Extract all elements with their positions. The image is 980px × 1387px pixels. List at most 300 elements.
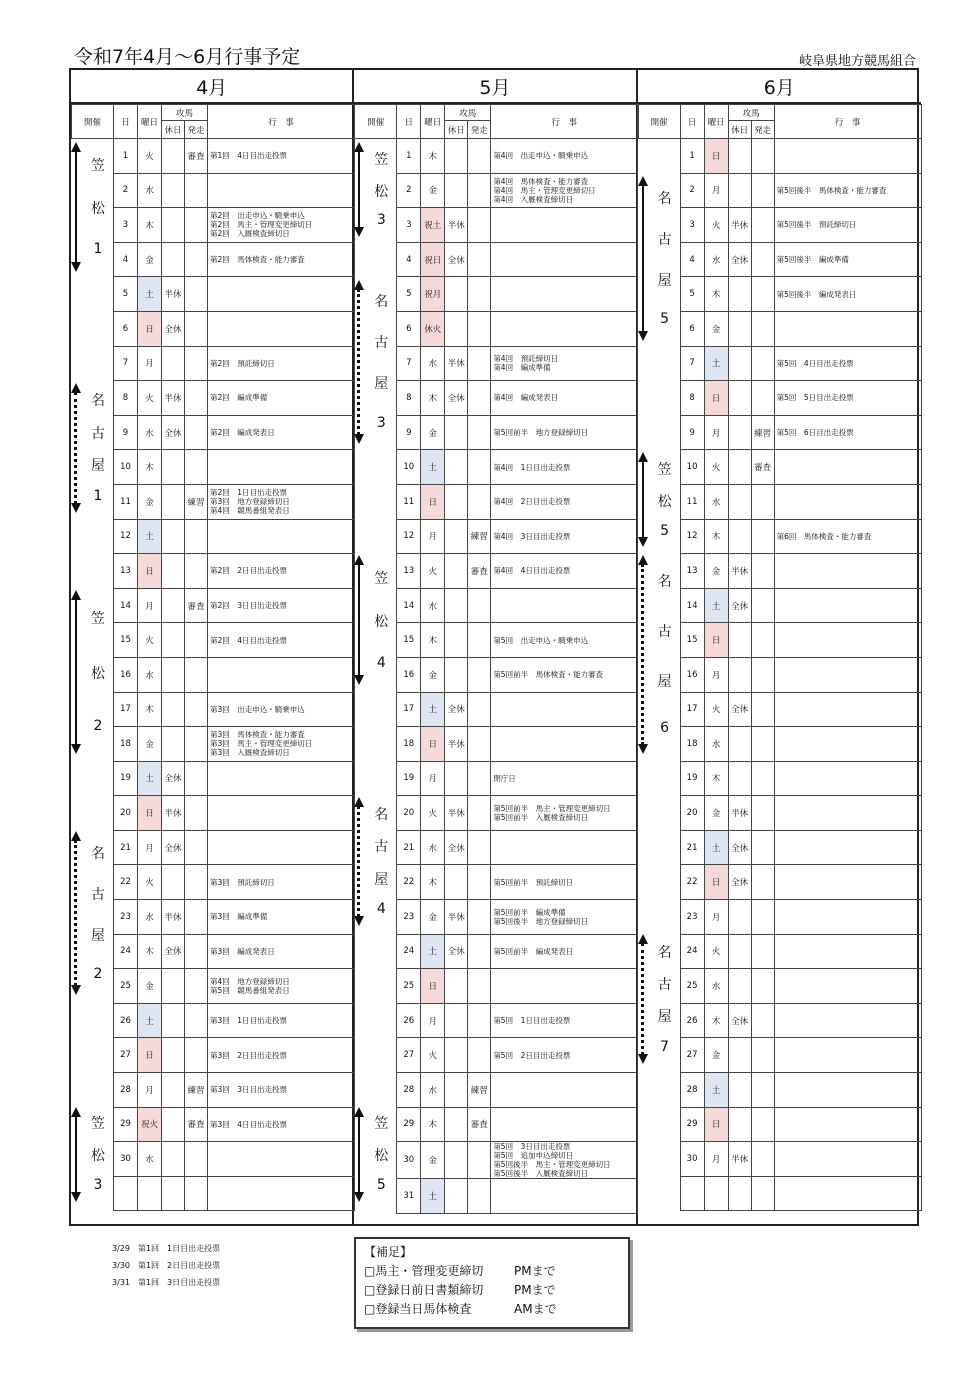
hassou-cell [468, 1179, 491, 1214]
day-cell: 26 [114, 1003, 138, 1038]
hassou-cell: 練習 [751, 415, 774, 450]
event-cell [491, 1073, 638, 1108]
kaisai-segment [638, 934, 680, 1064]
event-cell [491, 830, 638, 865]
table-row [72, 969, 355, 1004]
arrow-line [357, 289, 360, 435]
event-cell [774, 1176, 921, 1211]
kaisai-label-char: 松 [657, 493, 672, 510]
kaisai-label-char: 6 [660, 720, 670, 737]
weekday-cell: 月 [138, 830, 162, 865]
table-row [638, 761, 921, 796]
table-row [638, 450, 921, 485]
event-cell [774, 692, 921, 727]
weekday-cell: 水 [704, 242, 728, 277]
event-cell: 第2回 編成準備 [208, 381, 355, 416]
event-cell: 第3回 馬体検査・能力審査 第3回 馬主・管理変更締切日 第3回 入厩検査締切日 [208, 727, 355, 762]
event-cell: 第5回前半 編成発表日 [491, 934, 638, 969]
event-cell [491, 311, 638, 346]
table-row [72, 381, 355, 416]
event-cell: 第5回前半 馬体検査・能力審査 [491, 657, 638, 692]
kaisai-segment [354, 555, 396, 685]
hassou-cell [751, 900, 774, 935]
weekday-cell: 木 [138, 692, 162, 727]
kaisai-cell [355, 934, 397, 969]
day-cell: 30 [397, 1142, 421, 1179]
table-row [72, 173, 355, 208]
hassou-cell [751, 692, 774, 727]
day-cell: 28 [680, 1073, 704, 1108]
table-row [638, 934, 921, 969]
weekday-cell: 月 [138, 1073, 162, 1108]
event-cell: 第2回 預託締切日 [208, 346, 355, 381]
event-cell [774, 796, 921, 831]
supplement-box [354, 1237, 630, 1329]
kaisai-cell [72, 277, 114, 312]
table-row [355, 900, 638, 935]
table-row [638, 173, 921, 208]
kaisai-label-char: 屋 [657, 273, 672, 290]
table-row [72, 900, 355, 935]
kyujitsu-cell [728, 346, 751, 381]
kaisai-label-char: 古 [91, 425, 105, 442]
kaisai-cell [355, 1073, 397, 1108]
weekday-cell: 金 [138, 969, 162, 1004]
kaisai-label-char: 笠 [657, 461, 672, 478]
table-row [72, 796, 355, 831]
arrow-down-icon [354, 227, 364, 237]
event-cell: 第5回前半 編成準備 第5回後半 地方登録締切日 [491, 900, 638, 935]
day-cell: 27 [397, 1038, 421, 1073]
kyujitsu-cell: 全休 [445, 381, 468, 416]
weekday-cell: 水 [138, 1142, 162, 1177]
hassou-cell [468, 1038, 491, 1073]
header-dow: 曜日 [421, 105, 445, 139]
day-cell: 16 [680, 657, 704, 692]
kyujitsu-cell [445, 277, 468, 312]
kaisai-label-char: 1 [93, 487, 103, 504]
header-gyoji: 行 事 [208, 105, 355, 139]
event-cell: 第5回 5日目出走投票 [774, 381, 921, 416]
event-cell [491, 727, 638, 762]
kyujitsu-cell [162, 588, 185, 623]
kyujitsu-cell [445, 1073, 468, 1108]
day-cell: 11 [397, 484, 421, 519]
kyujitsu-cell [162, 173, 185, 208]
kyujitsu-cell [728, 1176, 751, 1211]
weekday-cell: 水 [704, 727, 728, 762]
event-cell: 第3回 預託締切日 [208, 865, 355, 900]
table-row [638, 277, 921, 312]
kyujitsu-cell: 全休 [728, 588, 751, 623]
kaisai-label-char: 松 [91, 200, 105, 217]
table-row [72, 1003, 355, 1038]
weekday-cell: 月 [421, 761, 445, 796]
kaisai-label-char: 名 [91, 845, 105, 862]
hassou-cell [185, 1176, 208, 1211]
weekday-cell: 木 [421, 1107, 445, 1142]
day-cell: 13 [680, 554, 704, 589]
hassou-cell [185, 1038, 208, 1073]
hassou-cell [468, 139, 491, 174]
weekday-cell: 祝日 [421, 242, 445, 277]
kaisai-cell [355, 692, 397, 727]
weekday-cell: 火 [421, 1038, 445, 1073]
kaisai-cell [638, 381, 680, 416]
table-row [72, 242, 355, 277]
table-row [638, 346, 921, 381]
weekday-cell [138, 1176, 162, 1211]
hassou-cell [751, 796, 774, 831]
weekday-cell: 日 [421, 969, 445, 1004]
weekday-cell: 土 [138, 761, 162, 796]
table-row [72, 1038, 355, 1073]
day-cell: 22 [680, 865, 704, 900]
table-row [638, 865, 921, 900]
event-cell: 第5回 1日目出走投票 [491, 1003, 638, 1038]
table-row [638, 484, 921, 519]
kaisai-label-char: 屋 [91, 458, 105, 475]
event-cell [491, 969, 638, 1004]
event-cell [774, 588, 921, 623]
day-cell: 19 [680, 761, 704, 796]
kyujitsu-cell [728, 761, 751, 796]
header-kaisai: 開催 [72, 105, 114, 139]
table-row [638, 900, 921, 935]
kaisai-cell [355, 1038, 397, 1073]
kyujitsu-cell [445, 415, 468, 450]
kaisai-cell [638, 761, 680, 796]
kaisai-label-char: 笠 [374, 1116, 389, 1133]
event-cell: 第5回後半 預託締切日 [774, 208, 921, 243]
weekday-cell: 火 [704, 450, 728, 485]
hassou-cell [751, 969, 774, 1004]
hassou-cell [185, 554, 208, 589]
table-row [638, 727, 921, 762]
hassou-cell [468, 796, 491, 831]
kaisai-label-char: 7 [660, 1038, 670, 1055]
table-row [355, 830, 638, 865]
hassou-cell [185, 519, 208, 554]
kyujitsu-cell [728, 450, 751, 485]
table-row [72, 277, 355, 312]
kyujitsu-cell [445, 450, 468, 485]
weekday-cell: 日 [704, 139, 728, 174]
month-column [354, 70, 637, 1224]
event-cell [774, 900, 921, 935]
weekday-cell [704, 1176, 728, 1211]
weekday-cell: 火 [138, 865, 162, 900]
hassou-cell [185, 311, 208, 346]
day-cell: 6 [397, 311, 421, 346]
table-row [355, 242, 638, 277]
event-cell [774, 865, 921, 900]
day-cell: 18 [680, 727, 704, 762]
day-cell: 12 [680, 519, 704, 554]
kaisai-label-char: 松 [91, 1148, 105, 1165]
day-cell: 13 [397, 554, 421, 589]
day-cell: 13 [114, 554, 138, 589]
table-row [638, 311, 921, 346]
day-cell: 17 [114, 692, 138, 727]
day-cell: 29 [397, 1107, 421, 1142]
event-cell [208, 657, 355, 692]
table-row [355, 554, 638, 589]
header-kaisai: 開催 [355, 105, 397, 139]
day-cell: 15 [680, 623, 704, 658]
kyujitsu-cell: 半休 [445, 900, 468, 935]
table-row [355, 484, 638, 519]
event-cell: 第5回前半 地方登録締切日 [491, 415, 638, 450]
kaisai-label-char: 古 [374, 839, 389, 856]
event-cell [774, 139, 921, 174]
event-cell: 閉庁日 [491, 761, 638, 796]
event-cell [491, 692, 638, 727]
event-cell: 第5回 4日目出走投票 [774, 346, 921, 381]
kaisai-cell [638, 900, 680, 935]
kaisai-segment [71, 831, 113, 995]
day-cell: 10 [114, 450, 138, 485]
day-cell: 19 [397, 761, 421, 796]
kaisai-cell [638, 1073, 680, 1108]
weekday-cell: 木 [138, 450, 162, 485]
arrow-line [641, 943, 644, 1055]
event-cell: 第4回 編成発表日 [491, 381, 638, 416]
hassou-cell [185, 761, 208, 796]
event-cell: 第2回 1日目出走投票 第3回 地方登録締切日 第4回 競馬番組発表日 [208, 484, 355, 519]
kyujitsu-cell [162, 969, 185, 1004]
kaisai-label-char: 名 [657, 190, 672, 207]
table-row [72, 554, 355, 589]
table-row [355, 692, 638, 727]
kaisai-cell [355, 242, 397, 277]
weekday-cell: 木 [138, 208, 162, 243]
table-row [638, 1176, 921, 1211]
kyujitsu-cell [445, 588, 468, 623]
kaisai-label-char: 笠 [374, 571, 389, 588]
kaisai-cell [72, 346, 114, 381]
kyujitsu-cell [728, 139, 751, 174]
weekday-cell: 月 [704, 415, 728, 450]
table-row [72, 761, 355, 796]
day-cell: 4 [397, 242, 421, 277]
table-row [355, 381, 638, 416]
day-cell: 8 [397, 381, 421, 416]
day-cell: 25 [680, 969, 704, 1004]
day-cell: 6 [680, 311, 704, 346]
kaisai-label-char: 3 [93, 1177, 103, 1194]
kyujitsu-cell [162, 242, 185, 277]
hassou-cell [468, 623, 491, 658]
arrow-down-icon [354, 916, 364, 926]
kaisai-segment [354, 280, 396, 444]
hassou-cell [751, 865, 774, 900]
table-row [72, 934, 355, 969]
weekday-cell: 金 [704, 1038, 728, 1073]
hassou-cell [468, 1142, 491, 1179]
supplement-time: AMまで [514, 1302, 557, 1316]
day-cell: 4 [114, 242, 138, 277]
weekday-cell: 火 [138, 623, 162, 658]
kyujitsu-cell [445, 1038, 468, 1073]
day-cell: 22 [397, 865, 421, 900]
header-kouba: 攻馬 [445, 105, 491, 121]
kyujitsu-cell [445, 1003, 468, 1038]
table-row [638, 1038, 921, 1073]
page-title: 令和7年4月～6月行事予定 [74, 46, 301, 68]
hassou-cell [751, 554, 774, 589]
hassou-cell [751, 588, 774, 623]
hassou-cell [185, 1142, 208, 1177]
table-row [638, 381, 921, 416]
kyujitsu-cell [728, 900, 751, 935]
kyujitsu-cell [162, 346, 185, 381]
weekday-cell: 水 [421, 1073, 445, 1108]
arrow-down-icon [354, 1192, 364, 1202]
kyujitsu-cell [445, 311, 468, 346]
weekday-cell: 土 [138, 1003, 162, 1038]
table-row [72, 1142, 355, 1177]
kyujitsu-cell: 半休 [162, 796, 185, 831]
kaisai-label-char: 1 [93, 241, 103, 258]
header-kyujitsu: 休日 [162, 121, 185, 139]
event-cell [774, 761, 921, 796]
arrow-down-icon [638, 331, 648, 341]
weekday-cell: 月 [138, 346, 162, 381]
event-cell: 第4回 出走申込・騎乗申込 [491, 139, 638, 174]
weekday-cell: 日 [138, 311, 162, 346]
hassou-cell [468, 969, 491, 1004]
supplement-label: □馬主・管理変更締切 [364, 1264, 484, 1278]
day-cell: 6 [114, 311, 138, 346]
kyujitsu-cell: 全休 [728, 830, 751, 865]
kaisai-cell [638, 1176, 680, 1211]
day-cell: 15 [114, 623, 138, 658]
hassou-cell [751, 727, 774, 762]
weekday-cell: 木 [704, 1003, 728, 1038]
hassou-cell [468, 692, 491, 727]
kyujitsu-cell [445, 519, 468, 554]
table-row [638, 692, 921, 727]
kyujitsu-cell: 全休 [445, 692, 468, 727]
event-cell: 第2回 2日目出走投票 [208, 554, 355, 589]
day-cell: 30 [680, 1142, 704, 1177]
kaisai-label-char: 笠 [374, 151, 389, 168]
month-title: 4月 [71, 70, 352, 104]
kaisai-segment [638, 555, 680, 754]
event-cell [774, 1003, 921, 1038]
hassou-cell [185, 727, 208, 762]
event-cell: 第5回後半 編成準備 [774, 242, 921, 277]
hassou-cell: 審査 [751, 450, 774, 485]
kyujitsu-cell: 半休 [728, 796, 751, 831]
kyujitsu-cell [162, 208, 185, 243]
month-title: 6月 [638, 70, 921, 104]
table-row [355, 208, 638, 243]
weekday-cell: 金 [704, 311, 728, 346]
weekday-cell: 水 [421, 346, 445, 381]
kaisai-label-char: 古 [657, 977, 672, 994]
header-kyujitsu: 休日 [728, 121, 751, 139]
hassou-cell [468, 381, 491, 416]
kaisai-label-char: 笠 [91, 611, 105, 628]
kaisai-label-char: 屋 [91, 927, 105, 944]
kaisai-cell [638, 346, 680, 381]
weekday-cell: 日 [704, 623, 728, 658]
kyujitsu-cell: 全休 [728, 242, 751, 277]
kyujitsu-cell: 半休 [445, 727, 468, 762]
kaisai-segment [638, 176, 680, 340]
header-day: 日 [114, 105, 138, 139]
kaisai-label-char: 屋 [657, 673, 672, 690]
kaisai-label-char: 松 [91, 665, 105, 682]
hassou-cell [468, 346, 491, 381]
kyujitsu-cell: 全休 [728, 1003, 751, 1038]
header-hassou: 発走 [751, 121, 774, 139]
month-title: 5月 [354, 70, 635, 104]
note-line: 3/29 第1回 1日目出走投票 [112, 1244, 221, 1253]
header-dow: 曜日 [138, 105, 162, 139]
header-kouba: 攻馬 [728, 105, 774, 121]
header-hassou: 発走 [185, 121, 208, 139]
table-row [638, 1142, 921, 1177]
event-cell [208, 761, 355, 796]
kaisai-cell [355, 761, 397, 796]
day-cell: 21 [680, 830, 704, 865]
event-cell [208, 1176, 355, 1211]
day-cell: 11 [680, 484, 704, 519]
table-row [72, 727, 355, 762]
kaisai-cell [638, 830, 680, 865]
hassou-cell [468, 450, 491, 485]
kyujitsu-cell [728, 311, 751, 346]
header-dow: 曜日 [704, 105, 728, 139]
kyujitsu-cell [445, 761, 468, 796]
hassou-cell [468, 208, 491, 243]
header-day: 日 [397, 105, 421, 139]
arrow-down-icon [354, 675, 364, 685]
arrow-down-icon [71, 262, 81, 272]
event-cell: 第1回 4日目出走投票 [208, 139, 355, 174]
hassou-cell [468, 865, 491, 900]
weekday-cell: 日 [421, 484, 445, 519]
day-cell: 20 [680, 796, 704, 831]
table-row [72, 623, 355, 658]
weekday-cell: 木 [704, 761, 728, 796]
day-cell: 15 [397, 623, 421, 658]
weekday-cell: 土 [138, 277, 162, 312]
arrow-line [75, 1116, 77, 1193]
hassou-cell [751, 311, 774, 346]
kaisai-segment [638, 452, 680, 547]
month-table [71, 104, 355, 1211]
day-cell: 4 [680, 242, 704, 277]
hassou-cell [751, 1142, 774, 1177]
kaisai-cell [638, 865, 680, 900]
table-row [72, 450, 355, 485]
header-kyujitsu: 休日 [445, 121, 468, 139]
month-column [71, 70, 354, 1224]
kyujitsu-cell [162, 519, 185, 554]
arrow-line [642, 461, 644, 538]
table-row [638, 208, 921, 243]
weekday-cell: 月 [704, 173, 728, 208]
table-row [638, 519, 921, 554]
day-cell: 16 [114, 657, 138, 692]
weekday-cell: 金 [138, 727, 162, 762]
header-gyoji: 行 事 [774, 105, 921, 139]
event-cell [208, 519, 355, 554]
